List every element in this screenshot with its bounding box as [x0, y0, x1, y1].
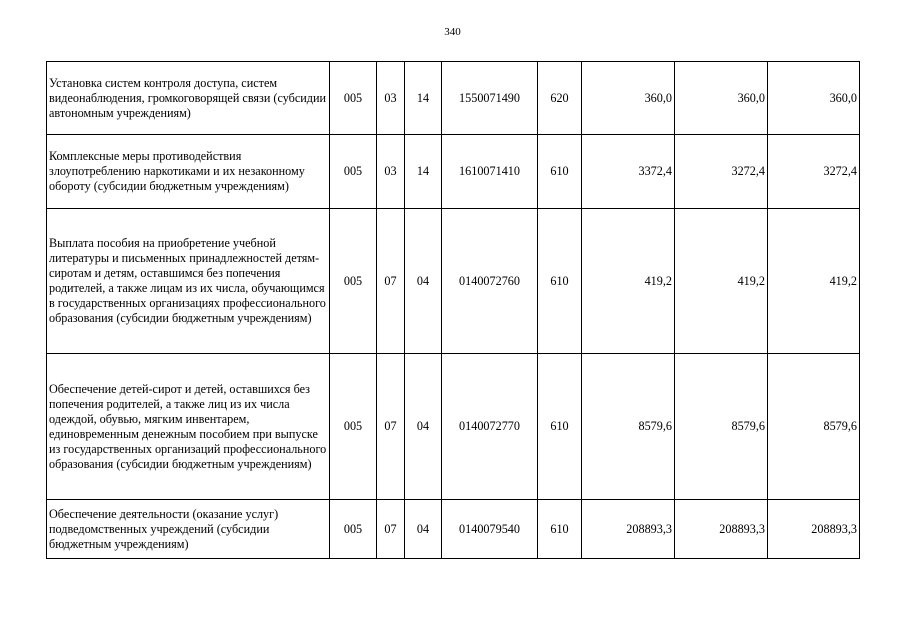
amount-2: 3272,4	[675, 135, 768, 209]
budget-table	[46, 61, 860, 559]
table-row	[47, 62, 860, 135]
row-description: Комплексные меры противодействия злоупотреблению наркотиками и их незаконному обороту (субсидии бюджетным учреждениям)	[47, 135, 330, 209]
expense-type-code: 620	[538, 62, 582, 135]
section-code: 03	[377, 62, 405, 135]
section-code: 03	[377, 135, 405, 209]
subsection-code: 04	[405, 500, 442, 559]
expense-type-code: 610	[538, 354, 582, 500]
amount-1: 360,0	[582, 62, 675, 135]
target-article-code: 1610071410	[442, 135, 538, 209]
amount-2: 360,0	[675, 62, 768, 135]
amount-1: 208893,3	[582, 500, 675, 559]
table-row	[47, 500, 860, 559]
section-code: 07	[377, 354, 405, 500]
amount-3: 3272,4	[768, 135, 860, 209]
row-description: Обеспечение детей-сирот и детей, оставшихся без попечения родителей, а также лиц из их числа одеждой, обувью, мягким инвентарем, единовременным денежным пособием при выпуске из государственных организаций профессионального образования (субсидии бюджетным учреждениям)	[47, 354, 330, 500]
amount-1: 3372,4	[582, 135, 675, 209]
row-description: Установка систем контроля доступа, систем видеонаблюдения, громкоговорящей связи (субсидии автономным учреждениям)	[47, 62, 330, 135]
subsection-code: 14	[405, 62, 442, 135]
subsection-code: 04	[405, 354, 442, 500]
amount-2: 419,2	[675, 209, 768, 354]
amount-2: 208893,3	[675, 500, 768, 559]
subsection-code: 04	[405, 209, 442, 354]
ministry-code: 005	[330, 209, 377, 354]
ministry-code: 005	[330, 62, 377, 135]
target-article-code: 0140072770	[442, 354, 538, 500]
amount-3: 208893,3	[768, 500, 860, 559]
section-code: 07	[377, 500, 405, 559]
ministry-code: 005	[330, 500, 377, 559]
row-description: Выплата пособия на приобретение учебной литературы и письменных принадлежностей детям-сиротам и детям, оставшимся без попечения родителей, а также лицам из их числа, обучающимся в государственных организациях профессионального образования (субсидии бюджетным учреждениям)	[47, 209, 330, 354]
amount-3: 419,2	[768, 209, 860, 354]
expense-type-code: 610	[538, 500, 582, 559]
ministry-code: 005	[330, 135, 377, 209]
table-row	[47, 354, 860, 500]
section-code: 07	[377, 209, 405, 354]
target-article-code: 0140079540	[442, 500, 538, 559]
amount-2: 8579,6	[675, 354, 768, 500]
target-article-code: 1550071490	[442, 62, 538, 135]
expense-type-code: 610	[538, 135, 582, 209]
table-row	[47, 209, 860, 354]
amount-1: 8579,6	[582, 354, 675, 500]
table-row	[47, 135, 860, 209]
page-number: 340	[444, 26, 461, 38]
amount-3: 8579,6	[768, 354, 860, 500]
amount-3: 360,0	[768, 62, 860, 135]
ministry-code: 005	[330, 354, 377, 500]
subsection-code: 14	[405, 135, 442, 209]
amount-1: 419,2	[582, 209, 675, 354]
expense-type-code: 610	[538, 209, 582, 354]
row-description: Обеспечение деятельности (оказание услуг) подведомственных учреждений (субсидии бюджетным учреждениям)	[47, 500, 330, 559]
target-article-code: 0140072760	[442, 209, 538, 354]
